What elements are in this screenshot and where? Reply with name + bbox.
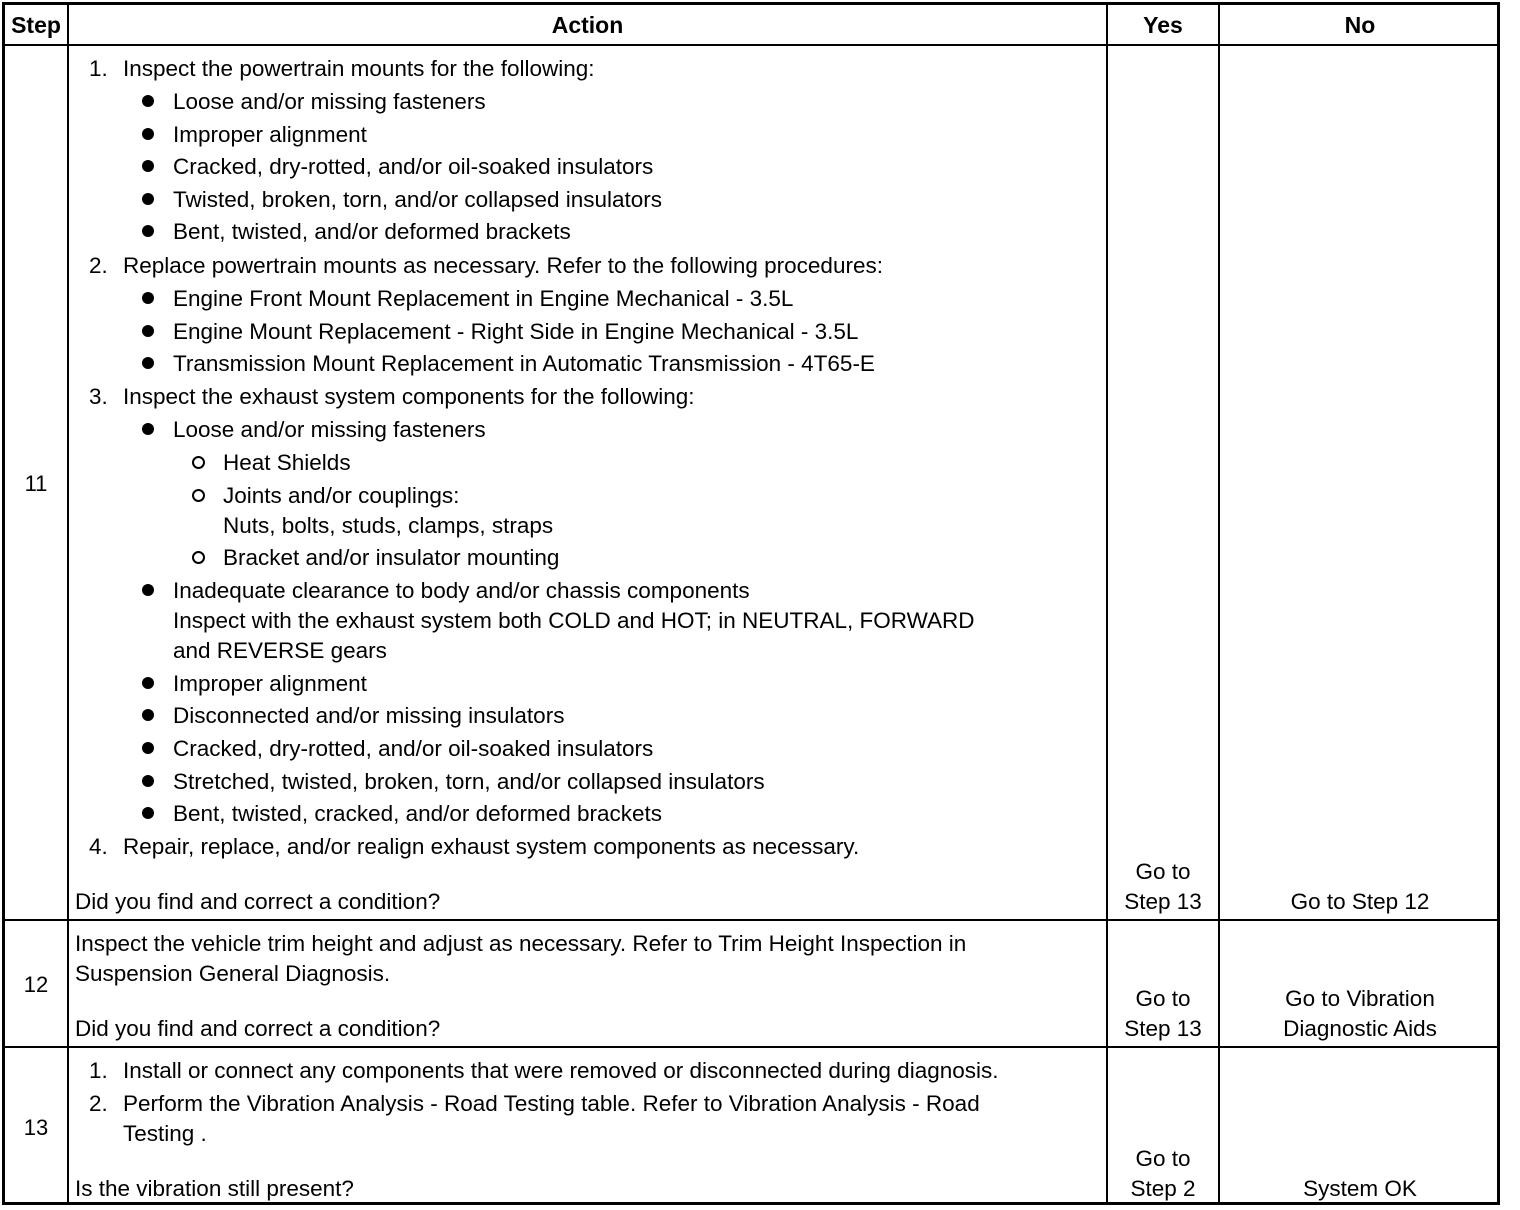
no-result: Go to Step 12 [1290,889,1430,914]
list-item-continuation: Testing . [123,1121,207,1146]
yes-result-line1: Go to [1135,859,1191,884]
bullet-icon [142,225,154,237]
bullet-icon [142,128,154,140]
list-item: Repair, replace, and/or realign exhaust system components as necessary. [123,834,860,859]
list-item: Transmission Mount Replacement in Automatic Transmission - 4T65-E [173,351,875,376]
list-item: Improper alignment [173,671,367,696]
question: Is the vibration still present? [75,1176,354,1201]
action-text: Inspect the vehicle trim height and adjust as necessary. Refer to Trim Height Inspection in [75,931,967,956]
action-text: Suspension General Diagnosis. [75,961,391,986]
header-no: No [1344,12,1376,38]
list-item-continuation: Inspect with the exhaust system both COLD and HOT; in NEUTRAL, FORWARD [173,608,975,633]
question: Did you find and correct a condition? [75,889,441,914]
list-number: 1. [89,1058,108,1083]
row-divider [5,1046,1497,1048]
bullet-icon [142,193,154,205]
question: Did you find and correct a condition? [75,1016,441,1041]
list-item: Replace powertrain mounts as necessary. Refer to the following procedures: [123,253,883,278]
list-item: Twisted, broken, torn, and/or collapsed insulators [173,187,663,212]
column-divider [67,5,69,1202]
no-result-line2: Diagnostic Aids [1283,1016,1437,1041]
row-divider [5,919,1497,921]
list-item: Engine Mount Replacement - Right Side in Engine Mechanical - 3.5L [173,319,859,344]
sub-list-item: Bracket and/or insulator mounting [223,545,560,570]
step-number: 13 [23,1115,49,1140]
header-step: Step [11,12,61,38]
bullet-icon [142,584,154,596]
list-item: Loose and/or missing fasteners [173,417,486,442]
list-item: Install or connect any components that were removed or disconnected during diagnosis. [123,1058,999,1083]
diagnostic-table [2,2,1500,1205]
yes-result-line2: Step 13 [1124,889,1202,914]
yes-result-line1: Go to [1135,1146,1191,1171]
sub-bullet-icon [192,551,205,564]
bullet-icon [142,292,154,304]
header-yes: Yes [1143,12,1183,38]
bullet-icon [142,325,154,337]
no-result-line1: Go to Vibration [1285,986,1435,1011]
step-number: 12 [23,972,49,997]
list-number: 2. [89,253,108,278]
list-item: Perform the Vibration Analysis - Road Testing table. Refer to Vibration Analysis - Road [123,1091,980,1116]
yes-result-line2: Step 2 [1130,1176,1196,1201]
sub-list-item: Joints and/or couplings: [223,483,460,508]
bullet-icon [142,160,154,172]
header-action: Action [551,12,624,38]
list-item: Inspect the exhaust system components for the following: [123,384,695,409]
list-number: 2. [89,1091,108,1116]
bullet-icon [142,357,154,369]
list-number: 3. [89,384,108,409]
bullet-icon [142,423,154,435]
list-item: Stretched, twisted, broken, torn, and/or collapsed insulators [173,769,765,794]
list-number: 1. [89,56,108,81]
sub-list-item: Heat Shields [223,450,351,475]
list-item: Improper alignment [173,122,367,147]
sub-list-item-continuation: Nuts, bolts, studs, clamps, straps [223,513,554,538]
list-item: Inadequate clearance to body and/or chassis components [173,578,750,603]
bullet-icon [142,775,154,787]
sub-bullet-icon [192,489,205,502]
sub-bullet-icon [192,456,205,469]
list-item: Cracked, dry-rotted, and/or oil-soaked insulators [173,736,654,761]
yes-result-line2: Step 13 [1124,1016,1202,1041]
list-item: Bent, twisted, cracked, and/or deformed brackets [173,801,662,826]
bullet-icon [142,95,154,107]
list-item: Engine Front Mount Replacement in Engine Mechanical - 3.5L [173,286,794,311]
list-item-continuation: and REVERSE gears [173,638,387,663]
bullet-icon [142,742,154,754]
list-item: Disconnected and/or missing insulators [173,703,565,728]
list-item: Inspect the powertrain mounts for the following: [123,56,595,81]
bullet-icon [142,807,154,819]
bullet-icon [142,677,154,689]
step-number: 11 [24,471,48,496]
no-result: System OK [1303,1176,1417,1201]
list-number: 4. [89,834,108,859]
bullet-icon [142,709,154,721]
list-item: Cracked, dry-rotted, and/or oil-soaked insulators [173,154,654,179]
list-item: Bent, twisted, and/or deformed brackets [173,219,571,244]
list-item: Loose and/or missing fasteners [173,89,486,114]
yes-result-line1: Go to [1135,986,1191,1011]
